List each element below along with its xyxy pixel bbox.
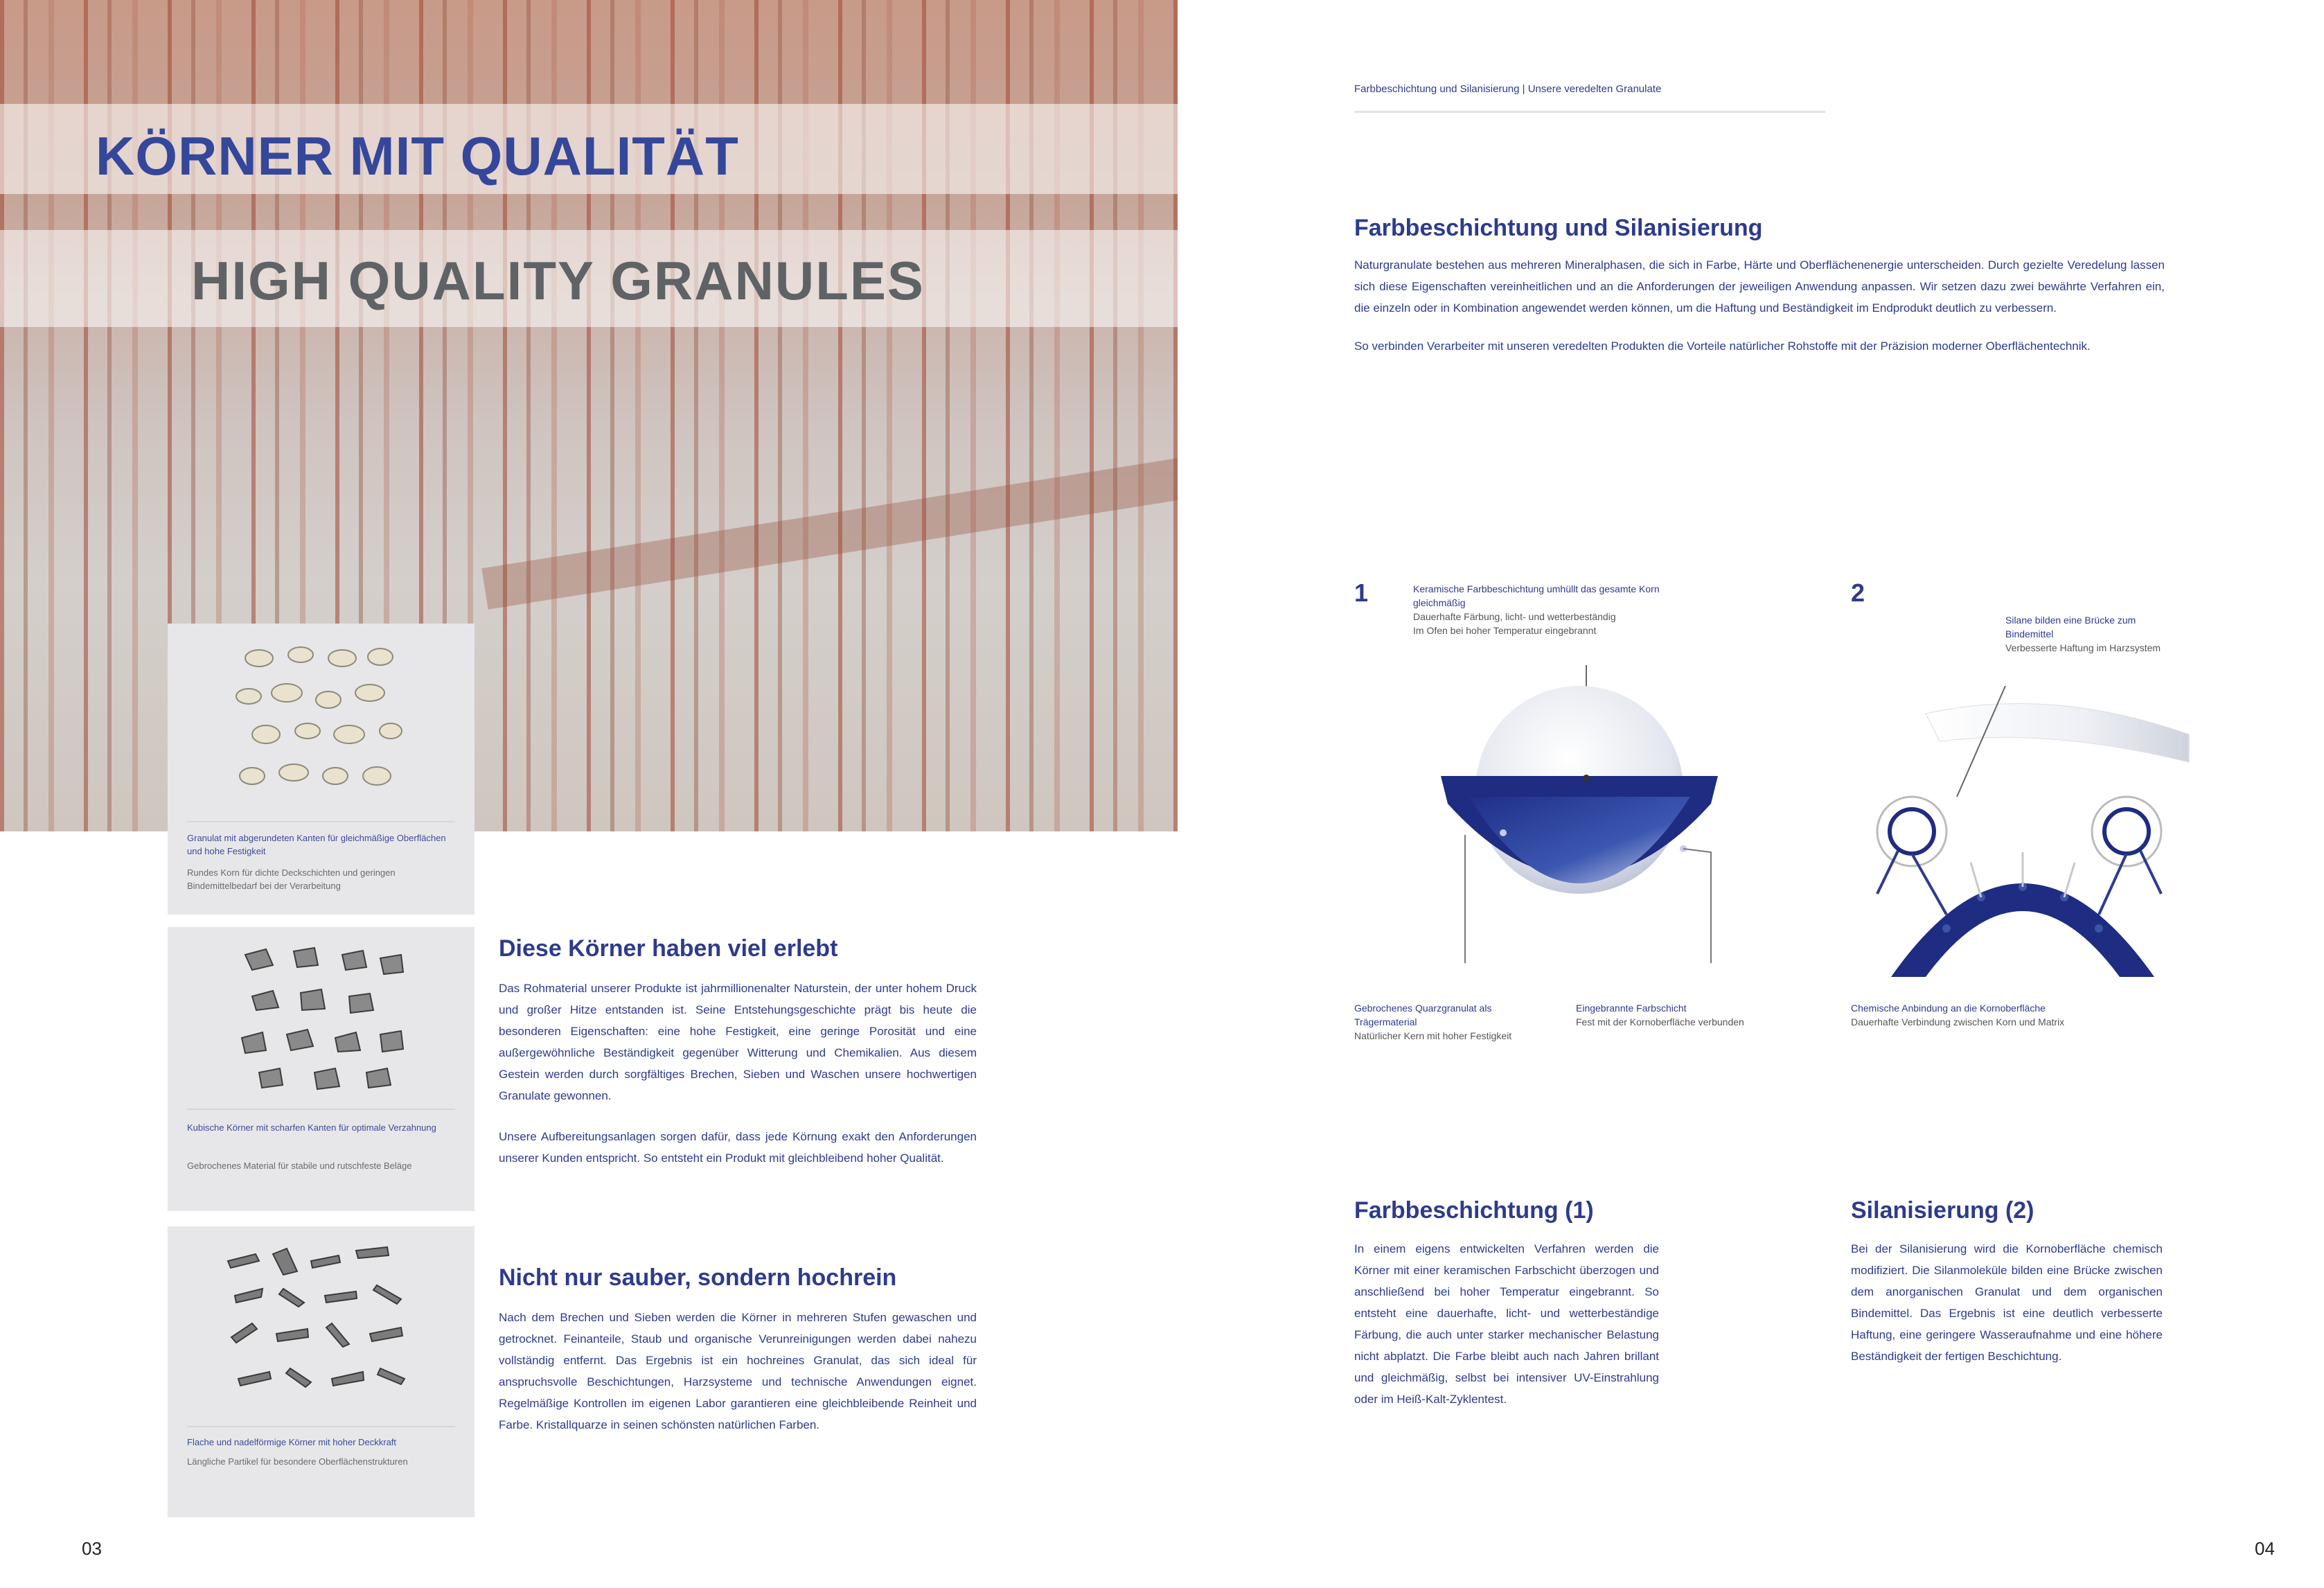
callout-text: Fest mit der Kornoberfläche verbunden xyxy=(1576,1016,1744,1027)
callout-text: Chemische Anbindung an die Kornoberfläche xyxy=(1851,1003,2046,1014)
callout-text: Silane bilden eine Brücke zum Bindemittel xyxy=(2005,615,2136,639)
callout-text: Natürlicher Kern mit hoher Festigkeit xyxy=(1354,1030,1512,1041)
cubic-granules-image xyxy=(231,941,411,1100)
diagram2-callout-top xyxy=(2005,613,2179,655)
breadcrumb-rule xyxy=(1354,111,1825,113)
section-paragraph: Das Rohmaterial unserer Produkte ist jahrmillionenalter Naturstein, der unter hohem Druck und großer Hitze entstanden ist. Seine Entstehungsgeschichte prägt bis heute die besonderen Eigenschaften: eine hohe Festigkeit, eine geringe Porosität und eine außergewöhnliche Beständigkeit gegenüber Witterung und Chemikalien. Aus diesem Gestein werden durch sorgfältiges Brechen, Sieben und Waschen unsere hochwertigen Granulate gewonnen. xyxy=(499,982,977,1102)
card-subcaption: Rundes Korn für dichte Deckschichten und geringen Bindemittelbedarf bei der Verarbeitung xyxy=(187,867,396,891)
callout-text: Verbesserte Haftung im Harzsystem xyxy=(2005,642,2161,653)
flat-granules-image xyxy=(221,1240,422,1406)
card-caption: Flache und nadelförmige Körner mit hoher Deckkraft xyxy=(187,1437,397,1447)
callout-text: Eingebrannte Farbschicht xyxy=(1576,1003,1687,1014)
section-paragraph: In einem eigens entwickelten Verfahren werden die Körner mit einer keramischen Farbschicht überzogen und anschließend bei hoher Temperatur eingebrannt. So entsteht eine dauerhafte, licht- und wetterbeständige Färbung, die auch unter starker mechanischer Belastung nicht abplatzt. Die Farbe bleibt auch nach Jahren brillant und gleichmäßig, selbst bei intensiver UV-Einstrahlung oder im Heiß-Kalt-Zyklentest. xyxy=(1354,1242,1659,1406)
callout-text: Im Ofen bei hoher Temperatur eingebrannt xyxy=(1413,625,1597,636)
intro-section xyxy=(1354,215,2165,357)
diagram1-callout-right xyxy=(1576,1001,1770,1029)
intro-paragraph: So verbinden Verarbeiter mit unseren veredelten Produkten die Vorteile natürlicher Rohstoffe mit der Präzision moderner Oberflächentechnik. xyxy=(1354,339,2091,353)
title-english: HIGH QUALITY GRANULES xyxy=(191,250,925,311)
card-divider xyxy=(187,1109,455,1110)
round-granules-image xyxy=(231,637,411,811)
card-subcaption: Längliche Partikel für besondere Oberflächenstrukturen xyxy=(187,1456,408,1467)
granule-card-round xyxy=(168,624,474,915)
intro-paragraph: Naturgranulate bestehen aus mehreren Mineralphasen, die sich in Farbe, Härte und Oberflächenenergie unterscheiden. Durch gezielte Veredelung lassen sich diese Eigenschaften vereinheitlichen und an die Anforderungen der jeweiligen Anwendung anpassen. Wir setzen dazu zwei bewährte Verfahren ein, die einzeln oder in Kombination angewendet werden können, um die Haftung und Beständigkeit im Endprodukt deutlich zu verbessern. xyxy=(1354,258,2165,315)
section-heading: Diese Körner haben viel erlebt xyxy=(499,935,838,962)
section-heading: Farbbeschichtung (1) xyxy=(1354,1197,1594,1224)
callout-text: Gebrochenes Quarzgranulat als Trägermaterial xyxy=(1354,1003,1492,1027)
diagram-number-1: 1 xyxy=(1354,579,1369,607)
section-color-coating xyxy=(1354,1197,1659,1410)
section-paragraph: Bei der Silanisierung wird die Kornoberfläche chemisch modifiziert. Die Silanmoleküle bilden eine Brücke zwischen dem anorganischen Granulat und dem organischen Bindemittel. Das Ergebnis ist eine deutlich verbesserte Haftung, eine geringere Wasseraufnahme und eine höhere Beständigkeit der fertigen Beschichtung. xyxy=(1851,1242,2163,1363)
diagram1-callout-top xyxy=(1413,582,1669,637)
section-heading: Silanisierung (2) xyxy=(1851,1197,2034,1224)
diagram2-callout-bottom xyxy=(1851,1001,2079,1029)
card-caption: Kubische Körner mit scharfen Kanten für optimale Verzahnung xyxy=(187,1122,436,1133)
callout-text: Dauerhafte Färbung, licht- und wetterbeständig xyxy=(1413,611,1616,622)
granule-card-flat xyxy=(168,1226,474,1517)
section-paragraph: Unsere Aufbereitungsanlagen sorgen dafür, dass jede Körnung exakt den Anforderungen unserer Kunden entspricht. So entsteht ein Produkt mit gleichbleibend hoher Qualität. xyxy=(499,1130,977,1165)
page-number-left: 03 xyxy=(82,1538,102,1559)
card-caption: Granulat mit abgerundeten Kanten für gleichmäßige Oberflächen und hohe Festigkeit xyxy=(187,833,446,856)
main-heading: Farbbeschichtung und Silanisierung xyxy=(1354,215,1763,241)
section-silanization xyxy=(1851,1197,2163,1367)
section-paragraph: Nach dem Brechen und Sieben werden die Körner in mehreren Stufen gewaschen und getrocknet. Feinanteile, Staub und organische Verunreinigungen werden dabei nahezu vollständig entfernt. Das Ergebnis ist ein hochreines Granulat, das sich ideal für anspruchsvolle Beschichtungen, Harzsysteme und technische Anwendungen eignet. Regelmäßige Kontrollen im eigenen Labor garantieren eine gleichbleibende Reinheit und Farbe. Kristallquarze in seinen schönsten natürlichen Farben. xyxy=(499,1311,977,1431)
card-divider xyxy=(187,821,455,822)
card-subcaption: Gebrochenes Material für stabile und rutschfeste Beläge xyxy=(187,1161,412,1171)
diagram-number-2: 2 xyxy=(1851,579,1865,607)
section-high-purity xyxy=(499,1264,977,1436)
card-divider xyxy=(187,1426,455,1427)
breadcrumb: Farbbeschichtung und Silanisierung | Unsere veredelten Granulate xyxy=(1354,83,1662,95)
silane-diagram xyxy=(1843,686,2203,991)
section-grains-experienced xyxy=(499,935,977,1169)
coated-grain-diagram xyxy=(1351,651,1780,1039)
granule-card-cubic xyxy=(168,927,474,1211)
title-german: KÖRNER MIT QUALITÄT xyxy=(96,125,739,186)
page-number-right: 04 xyxy=(2255,1538,2275,1559)
callout-text: Dauerhafte Verbindung zwischen Korn und Matrix xyxy=(1851,1016,2065,1027)
section-heading: Nicht nur sauber, sondern hochrein xyxy=(499,1264,897,1291)
callout-text: Keramische Farbbeschichtung umhüllt das gesamte Korn gleichmäßig xyxy=(1413,583,1660,608)
diagram1-callout-left xyxy=(1354,1001,1541,1043)
